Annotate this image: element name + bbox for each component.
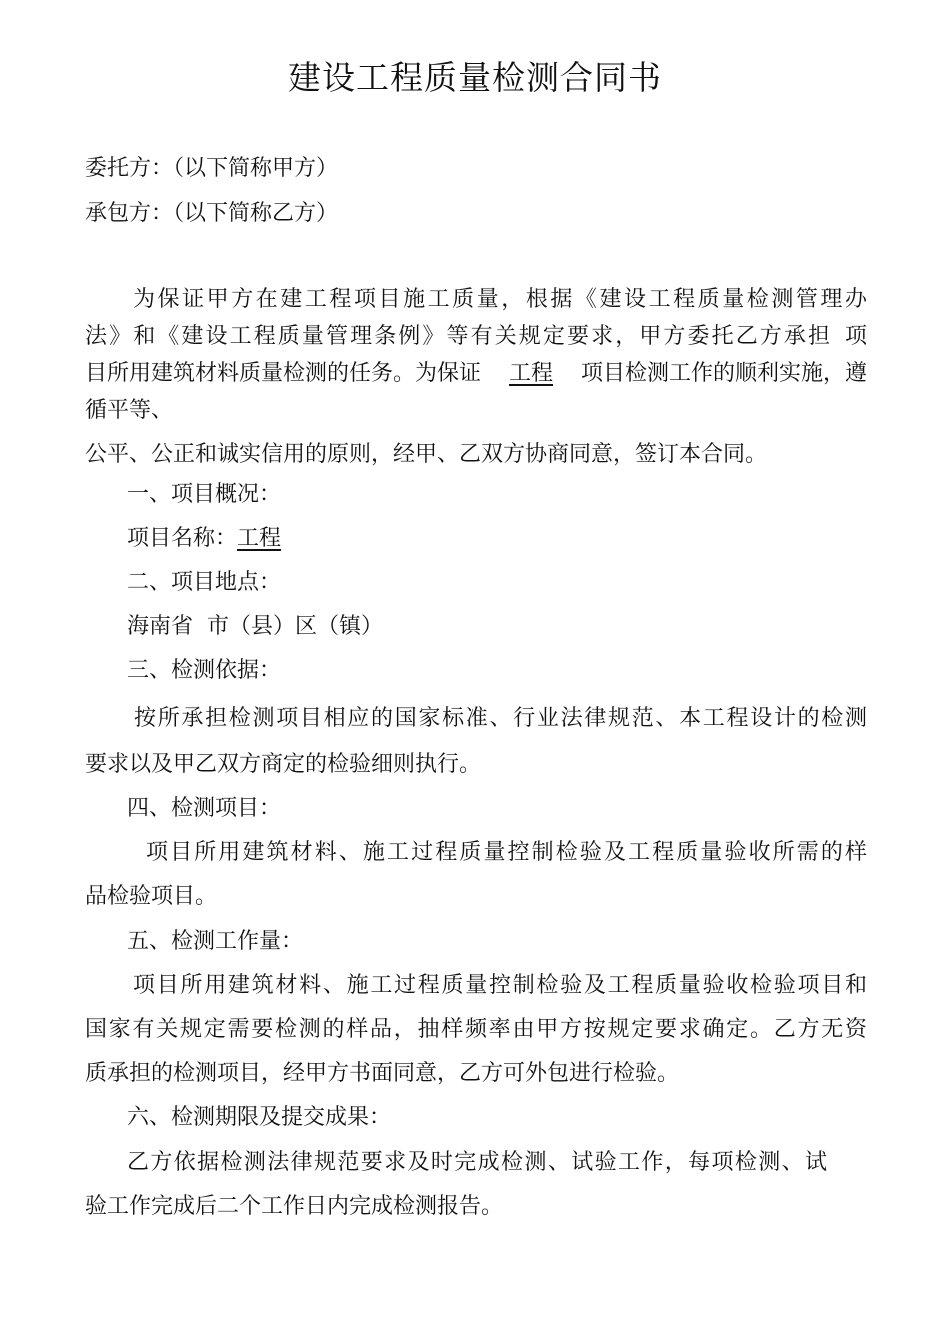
intro-line-2-end: 项 [845, 324, 868, 349]
intro-line-4: 循平等、 [85, 398, 174, 423]
intro-line-3 [85, 359, 867, 389]
project-name-row [127, 524, 281, 554]
intro-line-3-a: 目所用建筑材料质量检测的任务。为保证 [85, 361, 482, 386]
project-name-blank: 工程 [508, 361, 553, 386]
intro-line-3-b: 项目检测工作的顺利实施，遵 [580, 361, 867, 386]
section-2-heading: 二、项目地点： [127, 570, 282, 595]
section-4-line-2: 品检验项目。 [85, 884, 218, 909]
project-name-label: 项目名称： [127, 526, 238, 551]
project-name-value: 工程 [237, 526, 282, 551]
section-4-line-1: 项目所用建筑材料、施工过程质量控制检验及工程质量验收所需的样 [146, 840, 867, 865]
section-4-heading: 四、检测项目： [127, 796, 282, 821]
intro-line-1: 为保证甲方在建工程项目施工质量，根据《建设工程质量检测管理办 [133, 287, 867, 312]
intro-line-2: 法》和《建设工程质量管理条例》等有关规定要求，甲方委托乙方承担 [85, 324, 830, 349]
section-3-heading: 三、检测依据： [127, 658, 282, 683]
section-6-line-2: 验工作完成后二个工作日内完成检测报告。 [85, 1194, 504, 1219]
section-1-heading: 一、项目概况： [127, 482, 282, 507]
section-3-line-1: 按所承担检测项目相应的国家标准、行业法律规范、本工程设计的检测 [134, 706, 867, 731]
client-party-line: 委托方：（以下简称甲方） [85, 156, 339, 181]
section-5-line-2: 国家有关规定需要检测的样品，抽样频率由甲方按规定要求确定。乙方无资 [85, 1017, 867, 1042]
section-5-line-3: 质承担的检测项目，经甲方书面同意，乙方可外包进行检验。 [85, 1061, 680, 1086]
document-title: 建设工程质量检测合同书 [288, 58, 662, 97]
section-3-line-2: 要求以及甲乙双方商定的检验细则执行。 [85, 752, 482, 777]
section-6-line-1: 乙方依据检测法律规范要求及时完成检测、试验工作，每项检测、试 [127, 1150, 827, 1175]
section-6-heading: 六、检测期限及提交成果： [127, 1105, 392, 1130]
section-5-line-1: 项目所用建筑材料、施工过程质量控制检验及工程质量验收检验项目和 [133, 973, 867, 998]
contractor-party-line: 承包方：（以下简称乙方） [85, 201, 339, 226]
section-5-heading: 五、检测工作量： [127, 929, 304, 954]
project-location: 海南省 市（县）区（镇） [127, 614, 383, 639]
intro-line-5: 公平、公正和诚实信用的原则，经甲、乙双方协商同意，签订本合同。 [85, 442, 768, 467]
